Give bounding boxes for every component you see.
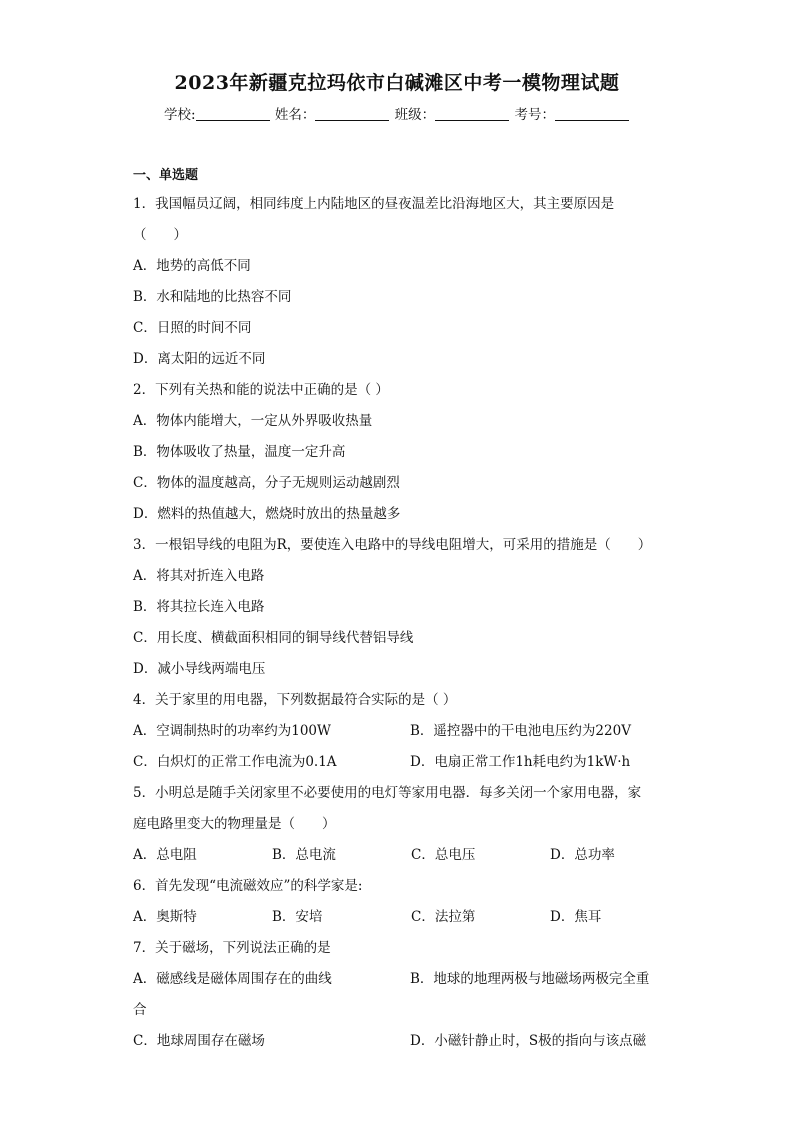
q2-option-d: D．燃料的热值越大，燃烧时放出的热量越多 [133, 506, 401, 522]
q4-option-d: D．电扇正常工作1h耗电约为1kW·h [410, 754, 631, 770]
class-label: 班级： [394, 107, 436, 123]
q7-option-d: D．小磁针静止时，S极的指向与该点磁 [410, 1033, 647, 1049]
q6-option-b: B．安培 [272, 909, 323, 925]
q4-stem: 4．关于家里的用电器，下列数据最符合实际的是（ ） [133, 692, 457, 708]
q5-option-b: B．总电流 [272, 847, 336, 863]
q5-stem-line2: 庭电路里变大的物理量是（ ） [133, 816, 336, 832]
q7-option-c: C．地球周围存在磁场 [133, 1033, 265, 1049]
q5-options-row [133, 840, 663, 871]
q7-option-b: B．地球的地理两极与地磁场两极完全重 [410, 971, 650, 987]
exam-content [133, 165, 663, 1057]
name-label: 姓名： [274, 107, 316, 123]
q6-option-d: D．焦耳 [550, 909, 602, 925]
q6-option-a: A．奥斯特 [133, 909, 197, 925]
class-blank[interactable] [435, 106, 509, 121]
section-title: 一、单选题 [133, 168, 199, 183]
q2-stem: 2．下列有关热和能的说法中正确的是（ ） [133, 382, 389, 398]
q5-stem-line1: 5．小明总是随手关闭家里不必要使用的电灯等家用电器．每多关闭一个家用电器，家 [133, 785, 642, 801]
q3-option-d: D．减小导线两端电压 [133, 661, 266, 677]
q5-option-c: C．总电压 [411, 847, 476, 863]
q1-option-b: B．水和陆地的比热容不同 [133, 289, 292, 305]
q7-stem: 7．关于磁场，下列说法正确的是 [133, 940, 331, 956]
q4-options-row1 [133, 716, 663, 747]
q6-options-row [133, 902, 663, 933]
q4-option-a: A．空调制热时的功率约为100W [133, 723, 331, 739]
q1-stem-line2: （ ） [133, 227, 187, 243]
q7-options-row1 [133, 964, 663, 995]
q7-option-b-continued: 合 [133, 1002, 147, 1018]
q5-option-d: D．总功率 [550, 847, 615, 863]
q1-option-d: D．离太阳的远近不同 [133, 351, 266, 367]
number-label: 考号： [514, 107, 555, 123]
q7-options-row2 [133, 1026, 663, 1057]
q3-stem: 3．一根铝导线的电阻为R，要使连入电路中的导线电阻增大，可采用的措施是（ ） [133, 537, 652, 553]
school-label: 学校: [164, 107, 196, 123]
q5-option-a: A．总电阻 [133, 847, 197, 863]
q6-stem: 6．首先发现“电流磁效应”的科学家是: [133, 878, 363, 894]
q3-option-c: C．用长度、横截面积相同的铜导线代替铝导线 [133, 630, 414, 646]
q4-options-row2 [133, 747, 663, 778]
school-blank[interactable] [196, 106, 270, 121]
page-title: 2023年新疆克拉玛依市白碱滩区中考一模物理试题 [174, 72, 620, 94]
q4-option-b: B．遥控器中的干电池电压约为220V [410, 723, 631, 739]
q2-option-c: C．物体的温度越高，分子无规则运动越剧烈 [133, 475, 400, 491]
q1-stem-line1: 1．我国幅员辽阔，相同纬度上内陆地区的昼夜温差比沿海地区大，其主要原因是 [133, 196, 615, 212]
q3-option-a: A．将其对折连入电路 [133, 568, 265, 584]
q6-option-c: C．法拉第 [411, 909, 476, 925]
q2-option-b: B．物体吸收了热量，温度一定升高 [133, 444, 346, 460]
q1-option-a: A．地势的高低不同 [133, 258, 251, 274]
q2-option-a: A．物体内能增大，一定从外界吸收热量 [133, 413, 373, 429]
q7-option-a: A．磁感线是磁体周围存在的曲线 [133, 971, 332, 987]
q4-option-c: C．白炽灯的正常工作电流为0.1A [133, 754, 337, 770]
q1-option-c: C．日照的时间不同 [133, 320, 252, 336]
number-blank[interactable] [555, 106, 629, 121]
student-info-row [0, 103, 794, 123]
name-blank[interactable] [315, 106, 389, 121]
q3-option-b: B．将其拉长连入电路 [133, 599, 265, 615]
